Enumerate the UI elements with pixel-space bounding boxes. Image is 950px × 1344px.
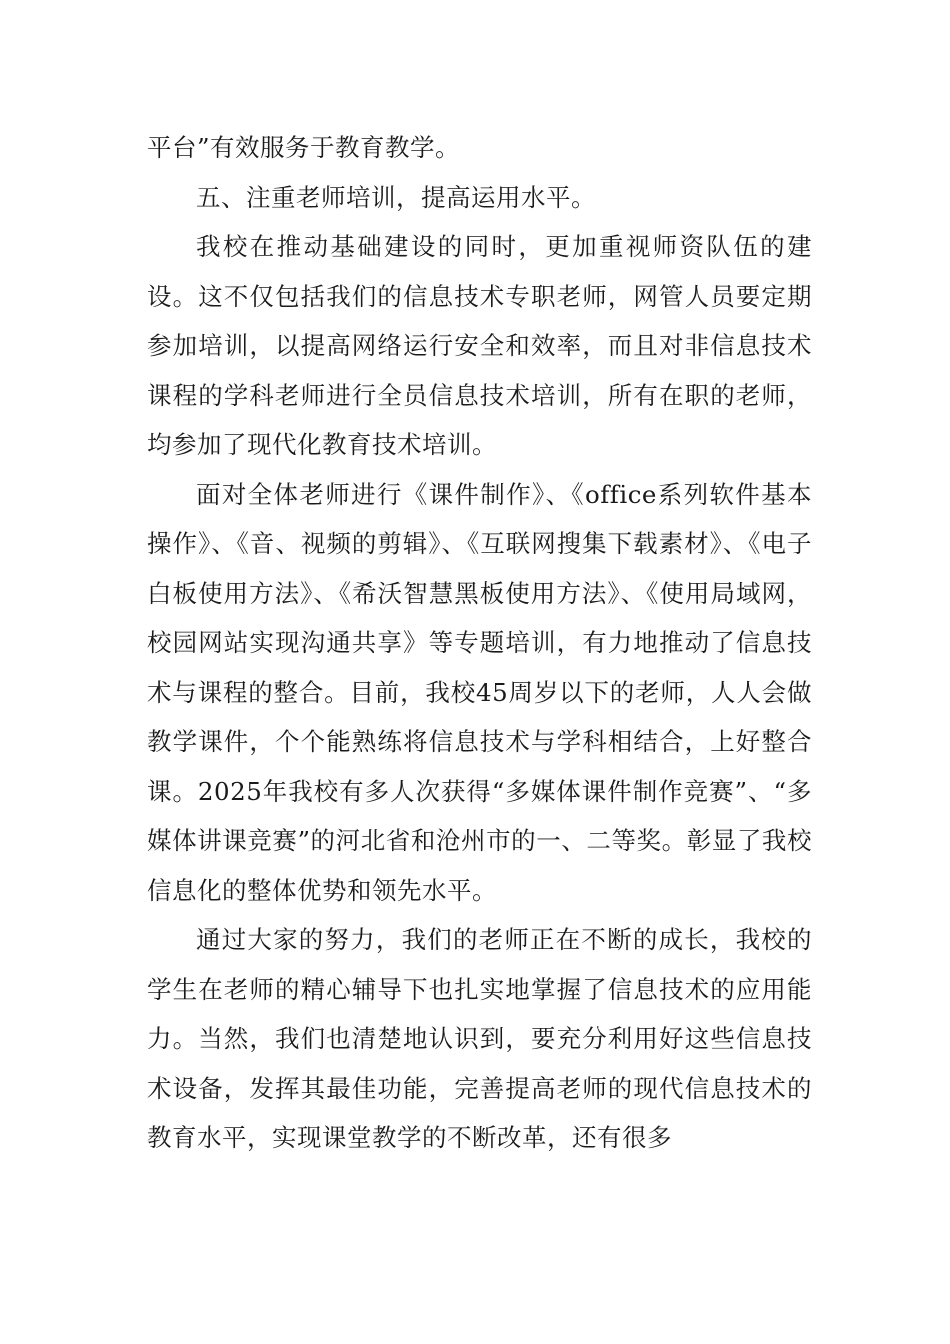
section-heading: 五、注重老师培训，提高运用水平。	[196, 182, 596, 212]
paragraph: 面对全体老师进行《课件制作》、《office系列软件基本操作》、《音、视频的剪辑》、《互联网搜集下载素材》、《电子白板使用方法》、《希沃智慧黑板使用方法》、《使用局域网，校园网站实现沟通共享》等专题培训，有力地推动了信息技术与课程的整合。目前，我校45周岁以下的老师，人人会做教学课件，个个能熟练将信息技术与学科相结合，上好整合课。2025年我校有多人次获得“多媒体课件制作竞赛”、“多媒体讲课竞赛”的河北省和沧州市的一、二等奖。彰显了我校信息化的整体优势和领先水平。	[147, 479, 812, 905]
paragraph-continuation: 平台”有效服务于教育教学。	[147, 133, 461, 162]
paragraph: 我校在推动基础建设的同时，更加重视师资队伍的建设。这不仅包括我们的信息技术专职老师，网管人员要定期参加培训，以提高网络运行安全和效率，而且对非信息技术课程的学科老师进行全员信息技术培训，所有在职的老师，均参加了现代化教育技术培训。	[147, 232, 812, 459]
paragraph: 通过大家的努力，我们的老师正在不断的成长，我校的学生在老师的精心辅导下也扎实地掌握了信息技术的应用能力。当然，我们也清楚地认识到，要充分利用好这些信息技术设备，发挥其最佳功能，完善提高老师的现代信息技术的教育水平，实现课堂教学的不断改革，还有很多	[147, 925, 812, 1152]
document-body	[147, 123, 812, 1163]
